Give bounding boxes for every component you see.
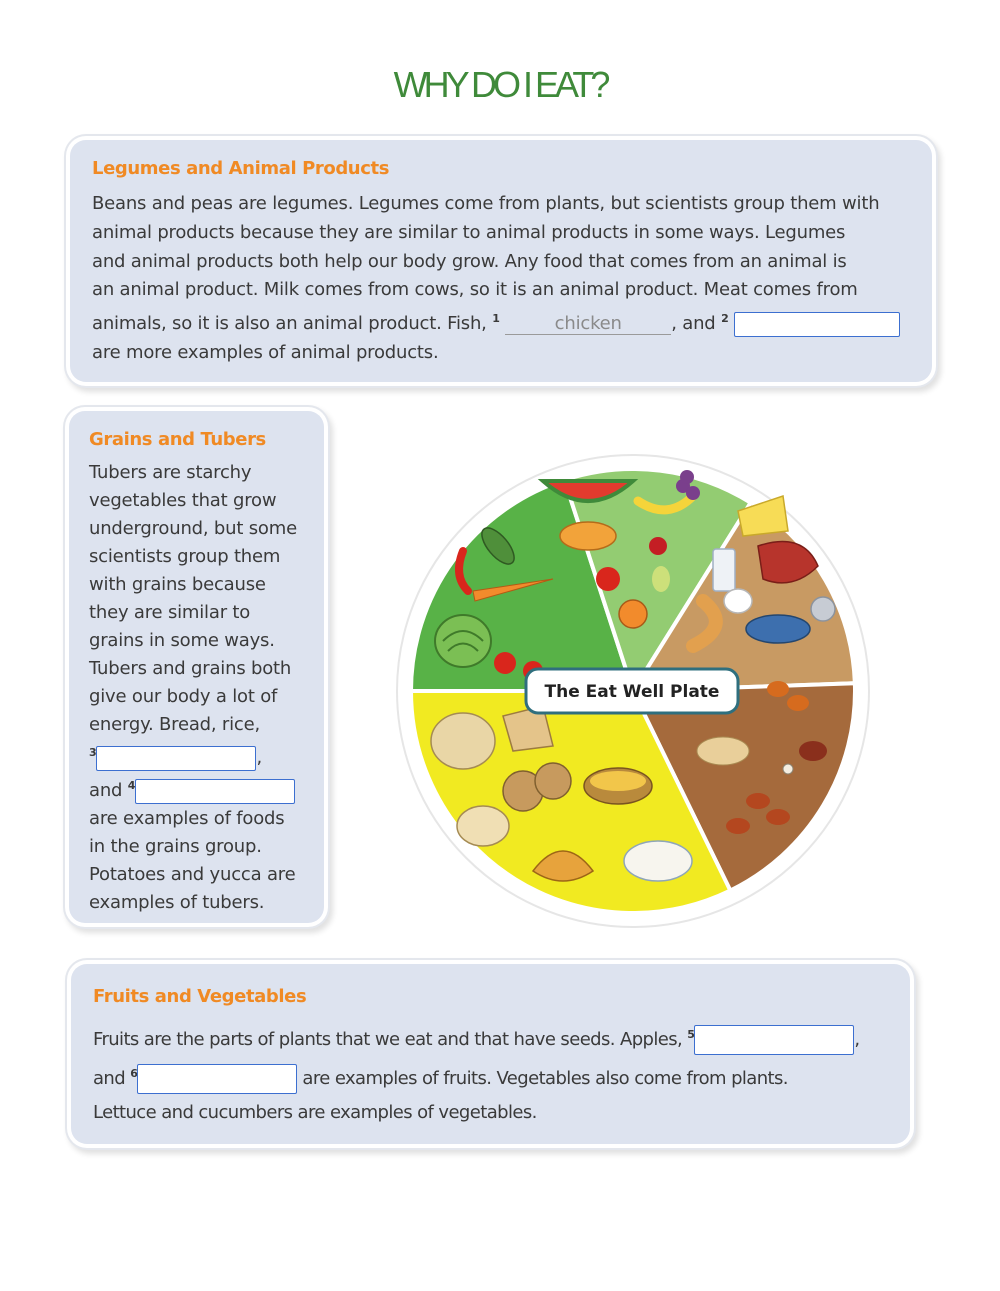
fruits-line-2-text: are examples of fruits. Vegetables also come from plants.: [302, 1068, 788, 1089]
fruits-line-1-text: Fruits are the parts of plants that we eat and that have seeds. Apples,: [93, 1029, 683, 1050]
grains-line: with grains because: [89, 574, 266, 595]
legumes-line-5-text: animals, so it is also an animal product. Fish,: [92, 313, 487, 335]
fruits-card: [71, 964, 910, 1144]
fruits-and: and: [93, 1068, 126, 1089]
legumes-heading: Legumes and Animal Products: [92, 158, 390, 179]
legumes-line-5: [92, 305, 910, 339]
grains-line: Tubers and grains both: [89, 658, 292, 679]
legumes-line-2: animal products because they are similar to animal products in some ways. Legumes: [92, 221, 846, 243]
grains-comma: ,: [256, 747, 262, 768]
fruits-paragraph: [93, 1018, 888, 1130]
blank-5-number: 5: [687, 1028, 695, 1041]
legumes-line-6: are more examples of animal products.: [92, 341, 439, 363]
blank-4-input[interactable]: [135, 779, 295, 804]
plate-label-text: The Eat Well Plate: [544, 682, 720, 702]
blank-1-number: 1: [492, 312, 500, 326]
grains-paragraph: [89, 459, 304, 917]
blank-5-input[interactable]: [694, 1025, 854, 1055]
legumes-line-4: an animal product. Milk comes from cows, so it is an animal product. Meat comes from: [92, 279, 858, 301]
grains-line: Tubers are starchy: [89, 462, 252, 483]
grains-line: are examples of foods: [89, 808, 285, 829]
legumes-line-5-between: , and: [671, 313, 716, 335]
grains-line: Potatoes and yucca are: [89, 864, 296, 885]
blank-1-answer[interactable]: chicken: [505, 314, 671, 335]
grains-line: scientists group them: [89, 546, 281, 567]
grains-line: vegetables that grow: [89, 490, 277, 511]
grains-line: grains in some ways.: [89, 630, 275, 651]
grains-and: and: [89, 780, 123, 801]
grains-heading: Grains and Tubers: [89, 429, 266, 450]
blank-6-input[interactable]: [137, 1064, 297, 1094]
legumes-line-3: and animal products both help our body grow. Any food that comes from an animal is: [92, 250, 847, 272]
grains-line: give our body a lot of: [89, 686, 278, 707]
legumes-paragraph: [92, 190, 910, 368]
blank-2-input[interactable]: [734, 312, 900, 337]
fruits-line-2: [93, 1057, 888, 1096]
grains-line: examples of tubers.: [89, 892, 265, 913]
grains-card: [69, 411, 324, 923]
fruits-line-1-comma: ,: [854, 1029, 860, 1050]
fruits-line-3: Lettuce and cucumbers are examples of vegetables.: [93, 1102, 537, 1123]
grains-line: in the grains group.: [89, 836, 262, 857]
grains-line: underground, but some: [89, 518, 297, 539]
grains-blank-4-line: [89, 772, 304, 805]
grains-line: they are similar to: [89, 602, 251, 623]
page-title: WHY DO I EAT?: [393, 64, 607, 105]
grains-line: energy. Bread, rice,: [89, 714, 261, 735]
blank-3-input[interactable]: [96, 746, 256, 771]
blank-3-number: 3: [89, 746, 97, 759]
blank-4-number: 4: [127, 779, 136, 792]
blank-2-number: 2: [721, 312, 729, 326]
legumes-card: [70, 140, 932, 382]
fruits-heading: Fruits and Vegetables: [93, 986, 307, 1007]
plate-label: [526, 669, 738, 713]
eat-well-plate-illustration: [393, 451, 873, 931]
grains-blank-3-line: [89, 739, 304, 772]
fruits-line-1: [93, 1018, 888, 1057]
legumes-line-1: Beans and peas are legumes. Legumes come from plants, but scientists group them with: [92, 193, 880, 214]
blank-6-number: 6: [130, 1067, 138, 1080]
